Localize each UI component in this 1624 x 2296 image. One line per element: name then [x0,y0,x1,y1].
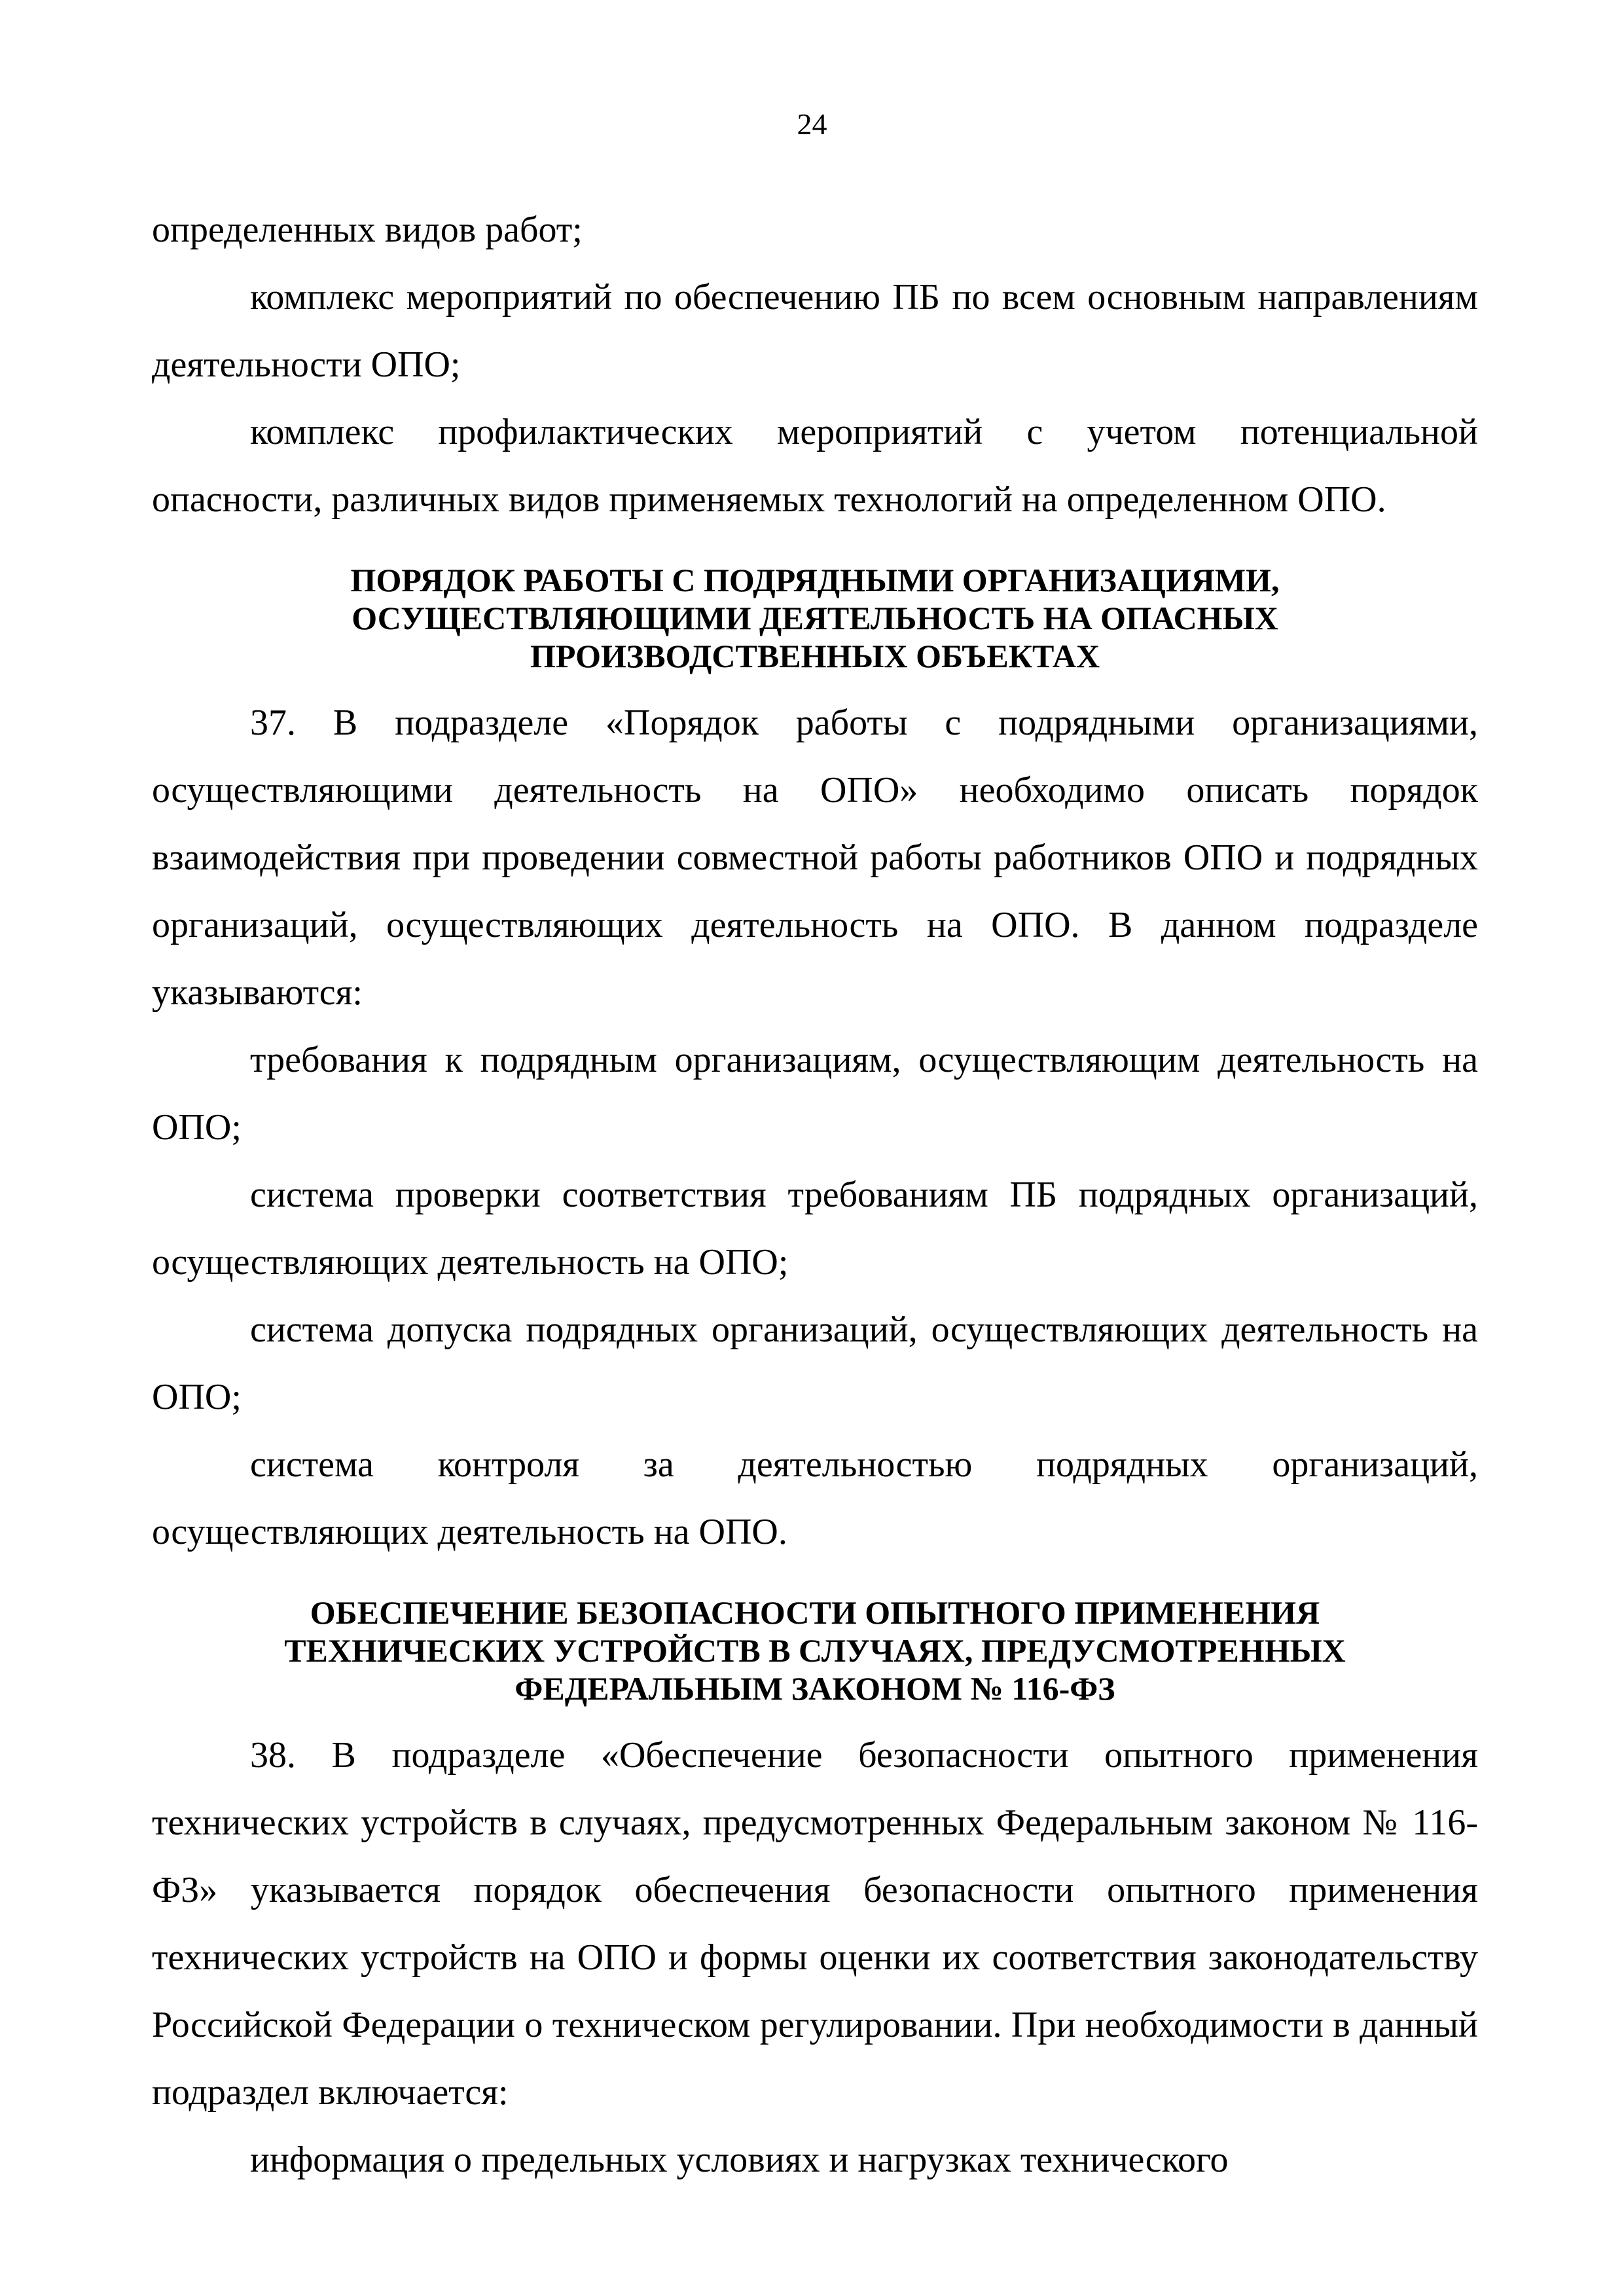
heading-line: ПРОИЗВОДСТВЕННЫХ ОБЪЕКТАХ [530,638,1100,674]
heading-line: ОБЕСПЕЧЕНИЕ БЕЗОПАСНОСТИ ОПЫТНОГО ПРИМЕНЕНИЯ [310,1594,1320,1631]
heading-line: ПОРЯДОК РАБОТЫ С ПОДРЯДНЫМИ ОРГАНИЗАЦИЯМИ, [350,562,1280,598]
document-body [152,196,1478,2194]
section-heading-contractors [152,561,1478,675]
section-heading-experimental-devices [152,1594,1478,1707]
paragraph: 37. В подразделе «Порядок работы с подрядными организациями, осуществляющими деятельность на ОПО» необходимо описать порядок взаимодействия при проведении совместной работы работников ОПО и подрядных организаций, осуществляющих деятельность на ОПО. В данном подразделе указываются: [152,702,1478,1013]
paragraph: требования к подрядным организациям, осуществляющим деятельность на ОПО; [152,1040,1478,1148]
paragraph: 38. В подразделе «Обеспечение безопасности опытного применения технических устройств в случаях, предусмотренных Федеральным законом № 116-ФЗ» указывается порядок обеспечения безопасности опытного применения технических устройств на ОПО и формы оценки их соответствия законодательству Российской Федерации о техническом регулировании. При необходимости в данный подраздел включается: [152,1735,1478,2113]
paragraph: система проверки соответствия требованиям ПБ подрядных организаций, осуществляющих деятельность на ОПО; [152,1175,1478,1283]
paragraph: определенных видов работ; [152,210,583,250]
heading-line: ФЕДЕРАЛЬНЫМ ЗАКОНОМ № 116-ФЗ [514,1670,1115,1707]
page-number: 24 [797,107,827,141]
paragraph: система контроля за деятельностью подрядных организаций, осуществляющих деятельность на ОПО. [152,1444,1478,1552]
paragraph: система допуска подрядных организаций, осуществляющих деятельность на ОПО; [152,1309,1478,1417]
paragraph: информация о предельных условиях и нагрузках технического [250,2140,1229,2180]
paragraph: комплекс профилактических мероприятий с учетом потенциальной опасности, различных видов применяемых технологий на определенном ОПО. [152,412,1478,520]
heading-line: ОСУЩЕСТВЛЯЮЩИМИ ДЕЯТЕЛЬНОСТЬ НА ОПАСНЫХ [352,600,1278,636]
paragraph: комплекс мероприятий по обеспечению ПБ по всем основным направлениям деятельности ОПО; [152,277,1478,385]
heading-line: ТЕХНИЧЕСКИХ УСТРОЙСТВ В СЛУЧАЯХ, ПРЕДУСМОТРЕННЫХ [284,1632,1346,1669]
